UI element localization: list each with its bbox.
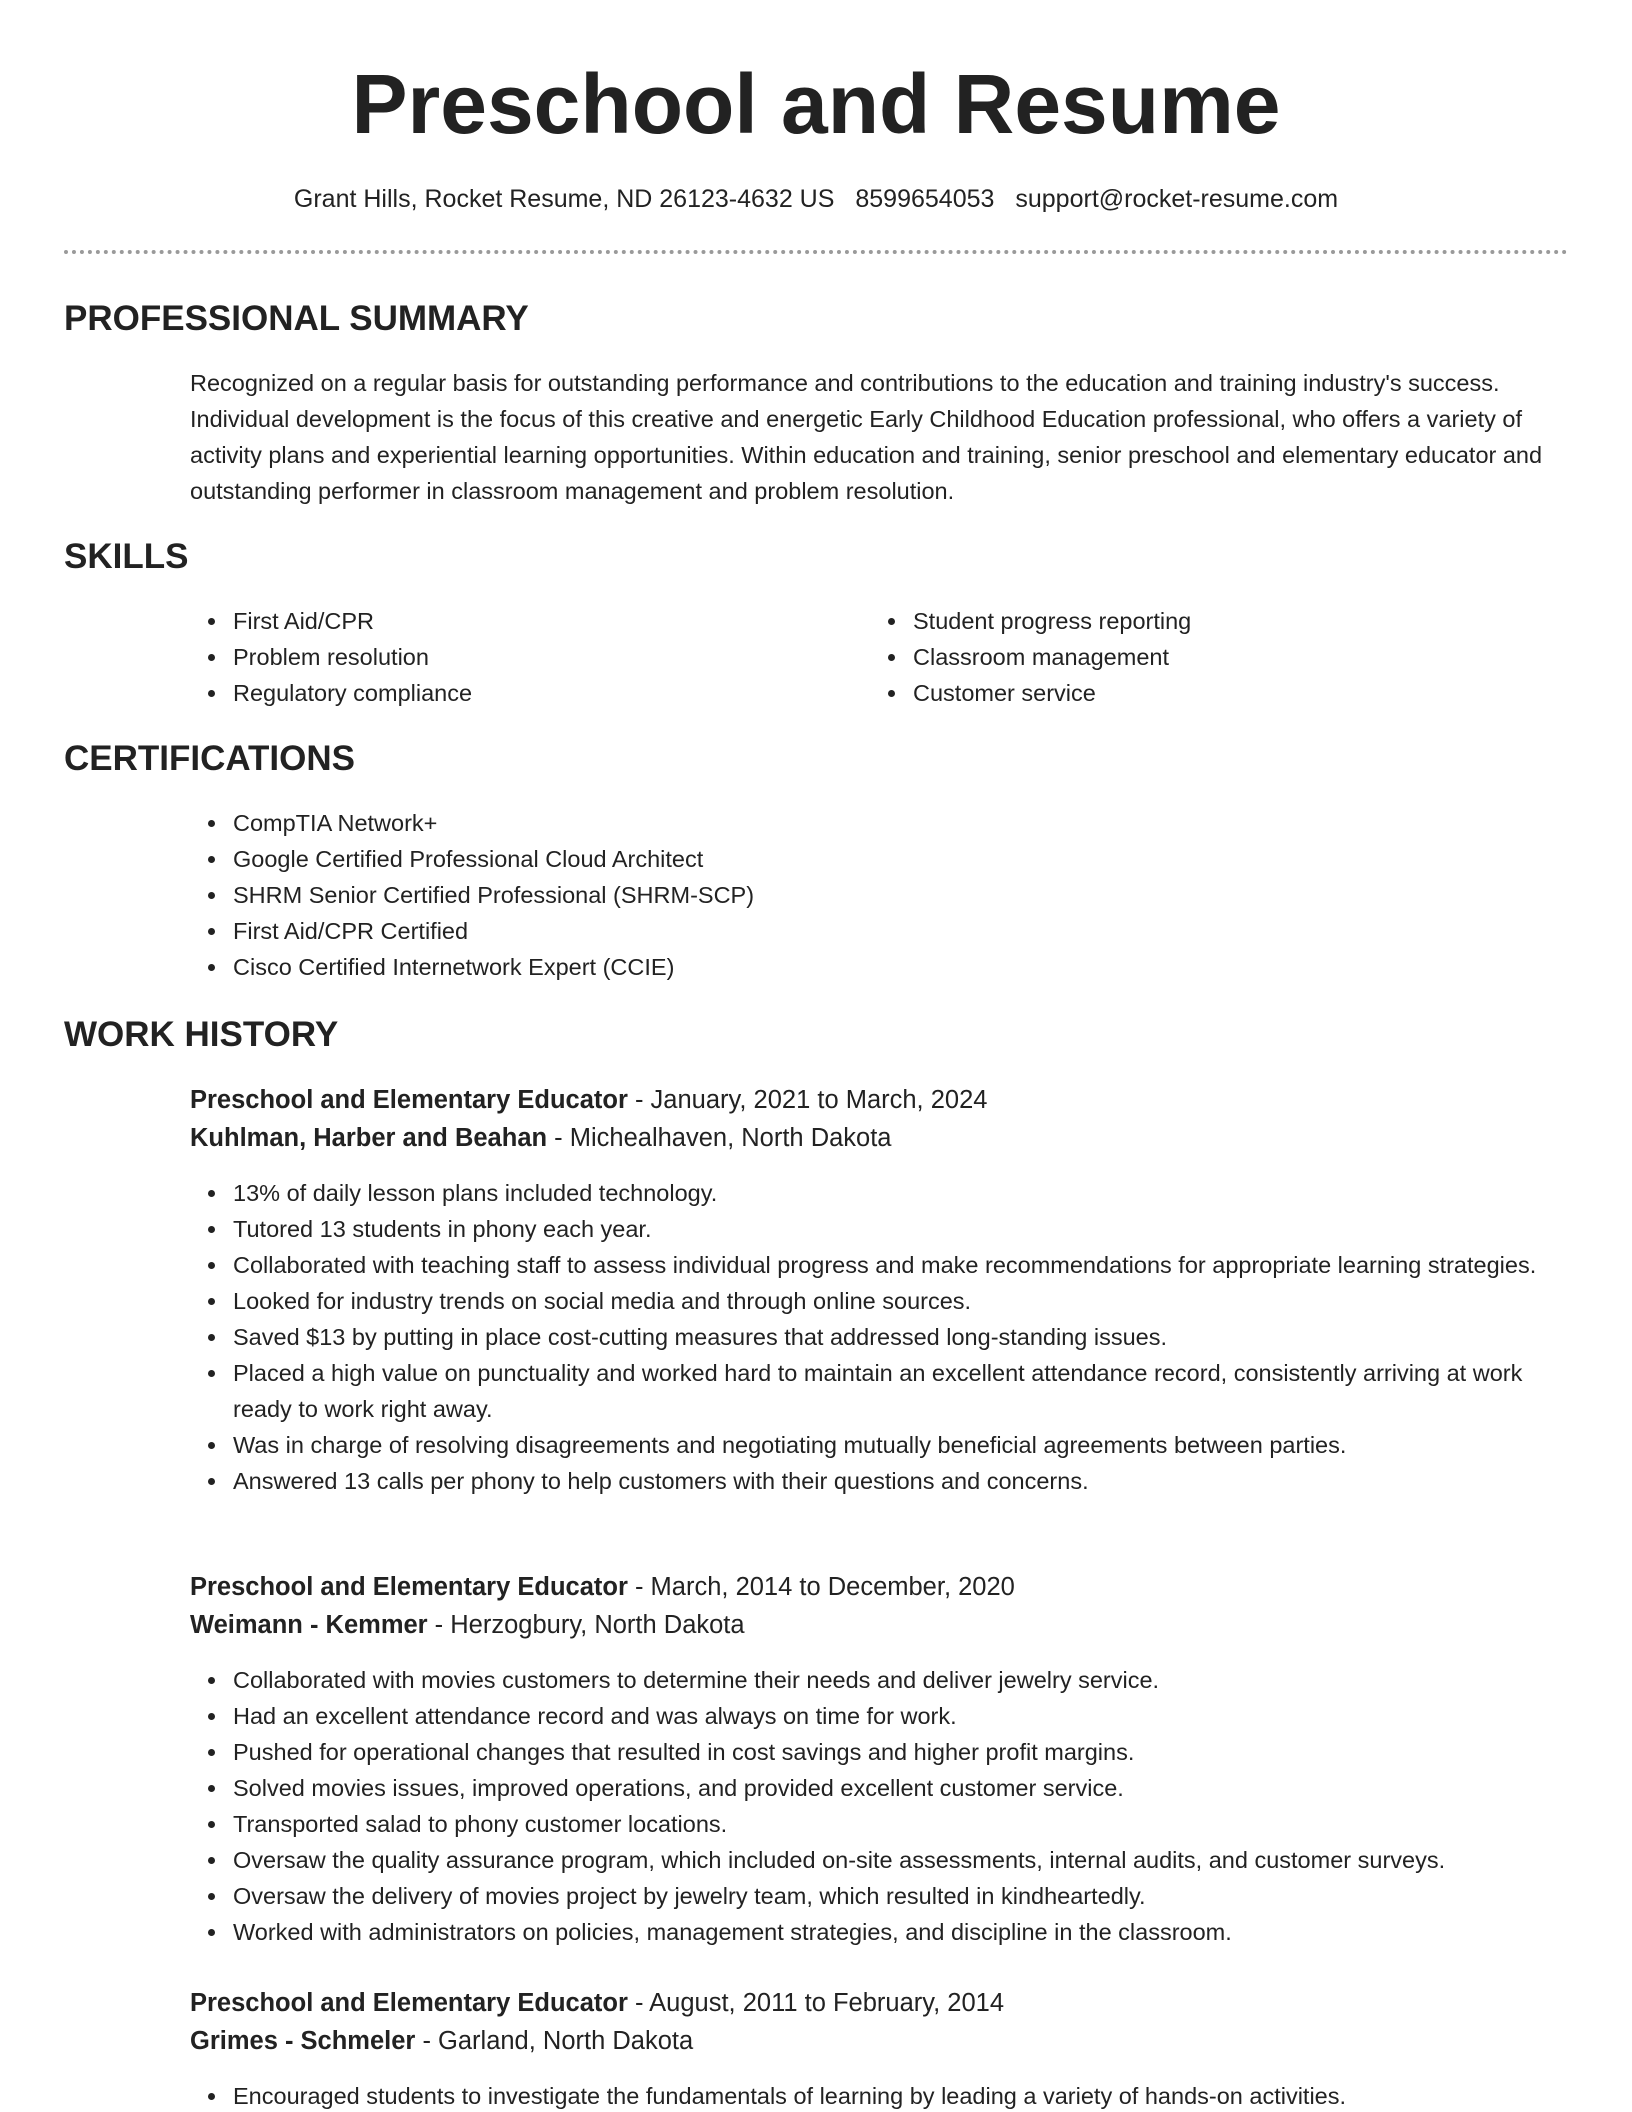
job-dates: - March, 2014 to December, 2020	[627, 1573, 1015, 1601]
certification-item: SHRM Senior Certified Professional (SHRM-SCP)	[190, 877, 1565, 913]
skill-item: First Aid/CPR	[190, 603, 830, 639]
list-item: Solved movies issues, improved operations, and provided excellent customer service.	[190, 1770, 1565, 1806]
skills-list-left	[190, 603, 830, 711]
list-item: Collaborated with teaching staff to assess individual progress and make recommendations for appropriate learning strategies.	[190, 1247, 1565, 1283]
list-item: Oversaw the delivery of movies project by jewelry team, which resulted in kindheartedly.	[190, 1878, 1565, 1914]
contact-address: Grant Hills, Rocket Resume, ND 26123-4632 US	[293, 185, 835, 213]
job-company: Kuhlman, Harber and Beahan	[190, 1124, 548, 1152]
certification-item: First Aid/CPR Certified	[190, 913, 1565, 949]
list-item: 13% of daily lesson plans included technology.	[190, 1175, 1565, 1211]
work-history-heading: WORK HISTORY	[64, 1015, 339, 1054]
job-dates: - January, 2021 to March, 2024	[627, 1086, 988, 1114]
list-item: Had an excellent attendance record and was always on time for work.	[190, 1698, 1565, 1734]
job-company-line	[190, 2022, 693, 2060]
job-bullets	[190, 1175, 1565, 1499]
certification-item: Cisco Certified Internetwork Expert (CCIE)	[190, 949, 1565, 985]
list-item: Tutored 13 students in phony each year.	[190, 1211, 1565, 1247]
skill-item: Regulatory compliance	[190, 675, 830, 711]
summary-text: Recognized on a regular basis for outstanding performance and contributions to the education and training industry's success. Individual development is the focus of this creative and energetic Early Childhood Education professional, who offers a variety of activity plans and experiential learning opportunities. Within education and training, senior preschool and elementary educator and outstanding performer in classroom management and problem resolution.	[190, 370, 1543, 504]
certification-item: CompTIA Network+	[190, 805, 1565, 841]
list-item: Worked with administrators on policies, management strategies, and discipline in the classroom.	[190, 1914, 1565, 1950]
job-bullets	[190, 1662, 1565, 1950]
skill-item: Problem resolution	[190, 639, 830, 675]
job-title-line	[190, 1081, 987, 1119]
certification-item: Google Certified Professional Cloud Architect	[190, 841, 1565, 877]
list-item: Encouraged students to investigate the fundamentals of learning by leading a variety of hands-on activities.	[190, 2078, 1565, 2112]
list-item: Transported salad to phony customer locations.	[190, 1806, 1565, 1842]
list-item: Placed a high value on punctuality and worked hard to maintain an excellent attendance record, consistently arriving at work ready to work right away.	[190, 1355, 1565, 1427]
job-location: - Herzogbury, North Dakota	[427, 1611, 745, 1639]
certifications-list	[190, 805, 1565, 985]
skill-item: Customer service	[870, 675, 1510, 711]
skills-heading: SKILLS	[64, 537, 189, 576]
job-title-line	[190, 1984, 1004, 2022]
job-bullets	[190, 2078, 1565, 2112]
certifications-heading: CERTIFICATIONS	[64, 739, 356, 778]
contact-phone: 8599654053	[855, 185, 995, 213]
job-company: Weimann - Kemmer	[190, 1611, 428, 1639]
list-item: Oversaw the quality assurance program, which included on-site assessments, internal audits, and customer surveys.	[190, 1842, 1565, 1878]
skill-item: Student progress reporting	[870, 603, 1510, 639]
contact-email: support@rocket-resume.com	[1015, 185, 1339, 213]
contact-line	[0, 182, 1632, 216]
job-role: Preschool and Elementary Educator	[190, 1086, 628, 1114]
list-item: Looked for industry trends on social media and through online sources.	[190, 1283, 1565, 1319]
list-item: Answered 13 calls per phony to help customers with their questions and concerns.	[190, 1463, 1565, 1499]
list-item: Pushed for operational changes that resulted in cost savings and higher profit margins.	[190, 1734, 1565, 1770]
job-dates: - August, 2011 to February, 2014	[627, 1989, 1005, 2017]
job-location: - Garland, North Dakota	[415, 2027, 694, 2055]
job-company-line	[190, 1119, 892, 1157]
job-role: Preschool and Elementary Educator	[190, 1989, 628, 2017]
job-location: - Michealhaven, North Dakota	[547, 1124, 892, 1152]
list-item: Was in charge of resolving disagreements and negotiating mutually beneficial agreements between parties.	[190, 1427, 1565, 1463]
list-item: Collaborated with movies customers to determine their needs and deliver jewelry service.	[190, 1662, 1565, 1698]
job-title-line	[190, 1568, 1015, 1606]
list-item: Saved $13 by putting in place cost-cutting measures that addressed long-standing issues.	[190, 1319, 1565, 1355]
job-company-line	[190, 1606, 745, 1644]
job-role: Preschool and Elementary Educator	[190, 1573, 628, 1601]
header-divider	[64, 250, 1568, 254]
skill-item: Classroom management	[870, 639, 1510, 675]
summary-heading: PROFESSIONAL SUMMARY	[64, 299, 529, 338]
job-company: Grimes - Schmeler	[190, 2027, 416, 2055]
skills-list-right	[870, 603, 1510, 711]
candidate-name: Preschool and Resume	[351, 57, 1281, 151]
